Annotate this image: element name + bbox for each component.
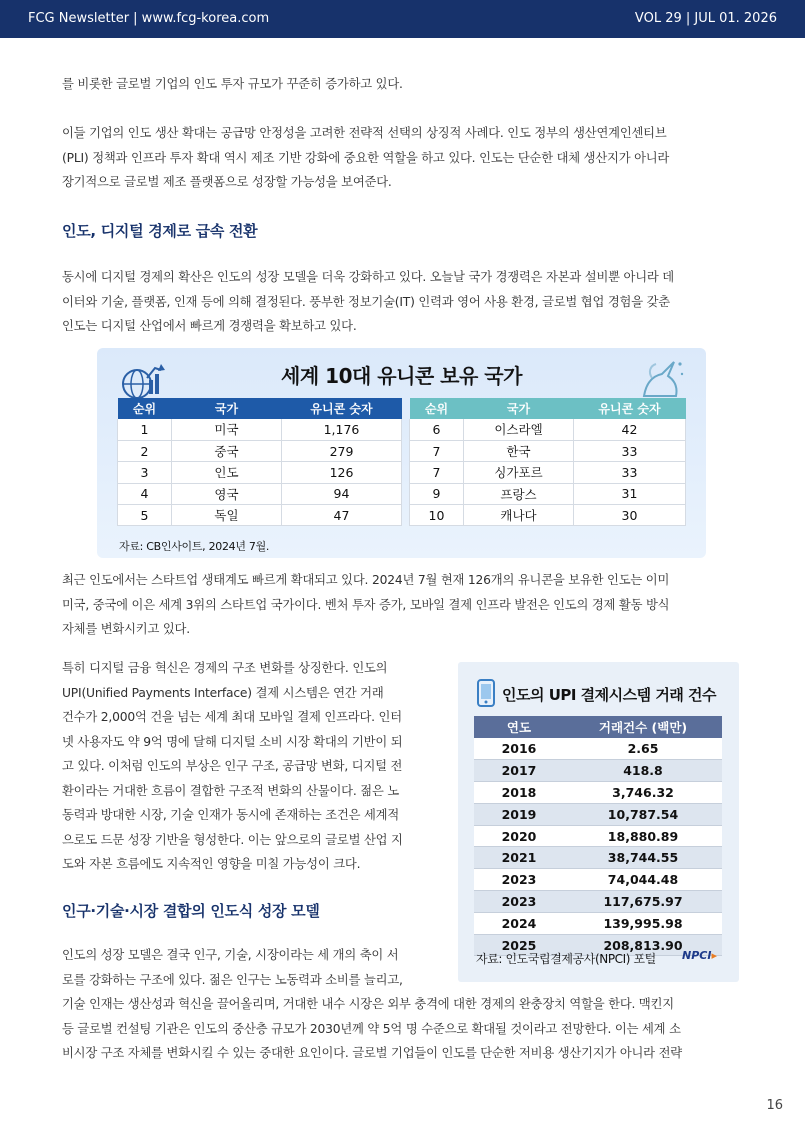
mobile-phone-icon	[476, 679, 496, 707]
table-row: 2018 3,746.32	[474, 782, 722, 804]
section-heading-digital: 인도, 디지털 경제로 급속 전환	[62, 222, 258, 240]
paragraph-7: 기술 인재는 생산성과 혁신을 끌어올리며, 거대한 내수 시장은 외부 충격에 대한 경제의 완충장치 역할을 한다. 맥킨지 등 글로벌 컨설팅 기관은 인도의 중산층 규모가 2030년께 약 5억 명 수준으로 확대될 것이라고 전망한다. 이는 세계 소 비시장 구조 자체를 변화시킬 수 있는 중대한 요인이다. 글로벌 기업들이 인도를 단순한 저비용 생산기지가 아니라 전략	[62, 997, 682, 1060]
page-number: 16	[766, 1098, 783, 1113]
npci-logo: NPCI▸	[682, 949, 717, 962]
col-header-count: 유니콘 숫자	[574, 398, 686, 419]
table-row: 7 한국 33	[410, 440, 686, 461]
col-header-count: 유니콘 숫자	[282, 398, 402, 419]
col-header-country: 국가	[464, 398, 574, 419]
table-row: 2020 18,880.89	[474, 825, 722, 847]
newsletter-site-label: FCG Newsletter | www.fcg-korea.com	[28, 11, 270, 26]
paragraph-3: 동시에 디지털 경제의 확산은 인도의 성장 모델을 더욱 강화하고 있다. 오늘날 국가 경쟁력은 자본과 설비뿐 아니라 데 이터와 기술, 플랫폼, 인재 등에 의해 결정된다. 풍부한 정보기술(IT) 인력과 영어 사용 환경, 글로벌 협업 경험을 갖춘 인도는 디지털 산업에서 빠르게 경쟁력을 확보하고 있다.	[62, 270, 674, 333]
upi-chart-title: 인도의 UPI 결제시스템 거래 건수	[502, 686, 717, 704]
paragraph-1: 를 비롯한 글로벌 기업의 인도 투자 규모가 꾸준히 증가하고 있다.	[62, 77, 403, 91]
table-row: 2023 74,044.48	[474, 869, 722, 891]
section-heading-growth-model: 인구·기술·시장 결합의 인도식 성장 모델	[62, 902, 320, 920]
col-header-transactions: 거래건수 (백만)	[564, 716, 722, 738]
paragraph-4: 최근 인도에서는 스타트업 생태계도 빠르게 확대되고 있다. 2024년 7월 현재 126개의 유니콘을 보유한 인도는 이미 미국, 중국에 이은 세계 3위의 스타트업 국가이다. 벤처 투자 증가, 모바일 결제 인프라 발전은 인도의 경제 활동 방식 자체를 변화시키고 있다.	[62, 573, 670, 636]
col-header-rank: 순위	[410, 398, 464, 419]
paragraph-5: 특히 디지털 금융 혁신은 경제의 구조 변화를 상징한다. 인도의 UPI(Unified Payments Interface) 결제 시스템은 연간 거래 건수가 2,000억 건을 넘는 세계 최대 모바일 결제 인프라다. 인터 넷 사용자도 약 9억 명에 달해 디지털 소비 시장 확대의 기반이 되 고 있다. 이처럼 인도의 부상은 인구 구조, 공급망 변화, 디지털 전 환이라는 거대한 흐름이 결합한 구조적 변화의 산물이다. 젊은 노 동력과 방대한 시장, 기술 인재가 동시에 존재하는 조건은 세계적 으로도 드문 성장 기반을 형성한다. 이는 앞으로의 글로벌 산업 지 도와 자본 흐름에도 지속적인 영향을 미칠 가능성이 크다.	[62, 661, 403, 871]
table-row: 2024 139,995.98	[474, 912, 722, 934]
top-header-bar	[0, 0, 805, 38]
paragraph-2: 이들 기업의 인도 생산 확대는 공급망 안정성을 고려한 전략적 선택의 상징적 사례다. 인도 정부의 생산연계인센티브 (PLI) 정책과 인프라 투자 확대 역시 제조 기반 강화에 중요한 역할을 하고 있다. 인도는 단순한 대체 생산지가 아니라 장기적으로 글로벌 제조 플랫폼으로 성장할 가능성을 보여준다.	[62, 126, 670, 189]
table-row: 2023 117,675.97	[474, 891, 722, 913]
table-row: 2017 418.8	[474, 760, 722, 782]
unicorn-source-note: 자료: CB인사이트, 2024년 7월.	[119, 540, 270, 553]
table-row: 10 캐나다 30	[410, 505, 686, 526]
upi-table-figure	[458, 662, 739, 982]
unicorn-table-left	[117, 398, 402, 526]
upi-source-note: 자료: 인도국립결제공사(NPCI) 포털	[476, 952, 656, 966]
table-row: 2016 2.65	[474, 738, 722, 760]
table-row: 7 싱가포르 33	[410, 462, 686, 483]
table-row: 1 미국 1,176	[118, 419, 402, 440]
issue-date-label: VOL 29 | JUL 01. 2026	[634, 11, 777, 26]
unicorn-chart-title: 세계 10대 유니콘 보유 국가	[281, 364, 522, 388]
table-row: 5 독일 47	[118, 505, 402, 526]
table-row: 4 영국 94	[118, 483, 402, 504]
table-row: 2025 208,813.90	[474, 934, 722, 956]
paragraph-6: 인도의 성장 모델은 결국 인구, 기술, 시장이라는 세 개의 축이 서 로를 강화하는 구조에 있다. 젊은 인구는 노동력과 소비를 늘리고,	[62, 948, 403, 987]
table-row: 2019 10,787.54	[474, 803, 722, 825]
unicorn-table-figure	[97, 348, 706, 558]
unicorn-table-right	[409, 398, 686, 526]
col-header-rank: 순위	[118, 398, 172, 419]
table-row: 9 프랑스 31	[410, 483, 686, 504]
table-row: 6 이스라엘 42	[410, 419, 686, 440]
col-header-year: 연도	[474, 716, 564, 738]
table-row: 2021 38,744.55	[474, 847, 722, 869]
table-row: 2 중국 279	[118, 440, 402, 461]
col-header-country: 국가	[172, 398, 282, 419]
table-row: 3 인도 126	[118, 462, 402, 483]
upi-transactions-table	[474, 716, 722, 956]
